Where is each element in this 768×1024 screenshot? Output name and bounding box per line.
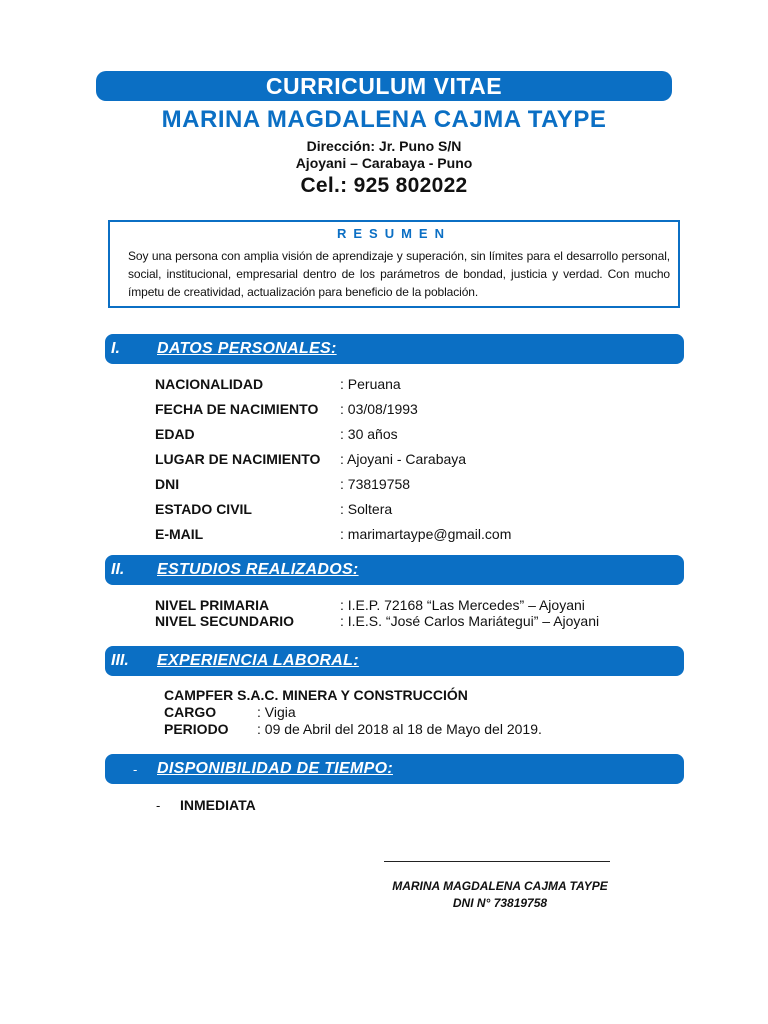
company-name: CAMPFER S.A.C. MINERA Y CONSTRUCCIÓN [164, 687, 468, 703]
row-value: : I.E.P. 72168 “Las Mercedes” – Ajoyani [340, 597, 585, 613]
row-value: : 30 años [340, 426, 398, 442]
section-title: DISPONIBILIDAD DE TIEMPO: [157, 760, 393, 777]
address-line-2: Ajoyani – Carabaya - Puno [295, 155, 473, 171]
datos-row [155, 376, 675, 396]
periodo-value: : 09 de Abril del 2018 al 18 de Mayo del 2019. [257, 721, 542, 737]
signature-line [384, 861, 610, 862]
datos-row [155, 476, 675, 496]
row-value: : Soltera [340, 501, 393, 517]
estudios-row [155, 613, 675, 633]
section-datos-personales [105, 334, 684, 364]
email-link[interactable]: : marimartaype@gmail.com [340, 526, 512, 542]
datos-row [155, 401, 675, 421]
section-number: I. [111, 340, 120, 357]
datos-row [155, 426, 675, 446]
row-value: : 03/08/1993 [340, 401, 418, 417]
resumen-title: RESUMEN [336, 226, 451, 241]
signature-name: MARINA MAGDALENA CAJMA TAYPE [392, 879, 608, 893]
row-value: : 73819758 [340, 476, 411, 492]
address-line-1: Dirección: Jr. Puno S/N [306, 138, 462, 154]
availability-value: INMEDIATA [180, 797, 256, 813]
datos-row [155, 451, 675, 471]
row-label: FECHA DE NACIMIENTO [155, 401, 319, 417]
row-label: EDAD [155, 426, 195, 442]
phone-number: Cel.: 925 802022 [300, 174, 468, 197]
row-label: ESTADO CIVIL [155, 501, 252, 517]
row-label: NIVEL SECUNDARIO [155, 613, 294, 629]
cargo-value: : Vigia [257, 704, 296, 720]
section-title: DATOS PERSONALES: [157, 340, 337, 357]
row-label: DNI [155, 476, 180, 492]
row-label: E-MAIL [155, 526, 204, 542]
row-label: LUGAR DE NACIMIENTO [155, 451, 321, 467]
section-disponibilidad [105, 754, 684, 784]
periodo-label: PERIODO [164, 721, 229, 737]
row-value: : Peruana [340, 376, 401, 392]
datos-row [155, 526, 675, 546]
list-bullet: - [156, 798, 161, 813]
title-bar [96, 71, 672, 101]
row-label: NIVEL PRIMARIA [155, 597, 270, 613]
resumen-box [108, 220, 680, 308]
section-number: II. [111, 561, 125, 578]
document-title: CURRICULUM VITAE [265, 72, 503, 99]
row-value: : Ajoyani - Carabaya [340, 451, 467, 467]
section-title: EXPERIENCIA LABORAL: [157, 652, 359, 669]
resumen-text: Soy una persona con amplia visión de aprendizaje y superación, sin límites para el desarrollo personal, social, institucional, empresarial dentro de los parámetros de bondad, justicia y verdad. Con mucho ímpetu de creatividad, actualización para beneficio de la población. [128, 249, 670, 299]
section-title: ESTUDIOS REALIZADOS: [157, 561, 359, 578]
row-label: NACIONALIDAD [155, 376, 264, 392]
periodo-row [164, 721, 684, 741]
signature-dni: DNI N° 73819758 [452, 896, 548, 910]
cargo-label: CARGO [164, 704, 217, 720]
row-value: : I.E.S. “José Carlos Mariátegui” – Ajoyani [340, 613, 600, 629]
datos-row [155, 501, 675, 521]
section-number: III. [111, 652, 129, 669]
section-bullet: - [133, 762, 138, 777]
person-name: MARINA MAGDALENA CAJMA TAYPE [161, 106, 607, 133]
section-estudios-realizados [105, 555, 684, 585]
section-experiencia-laboral [105, 646, 684, 676]
